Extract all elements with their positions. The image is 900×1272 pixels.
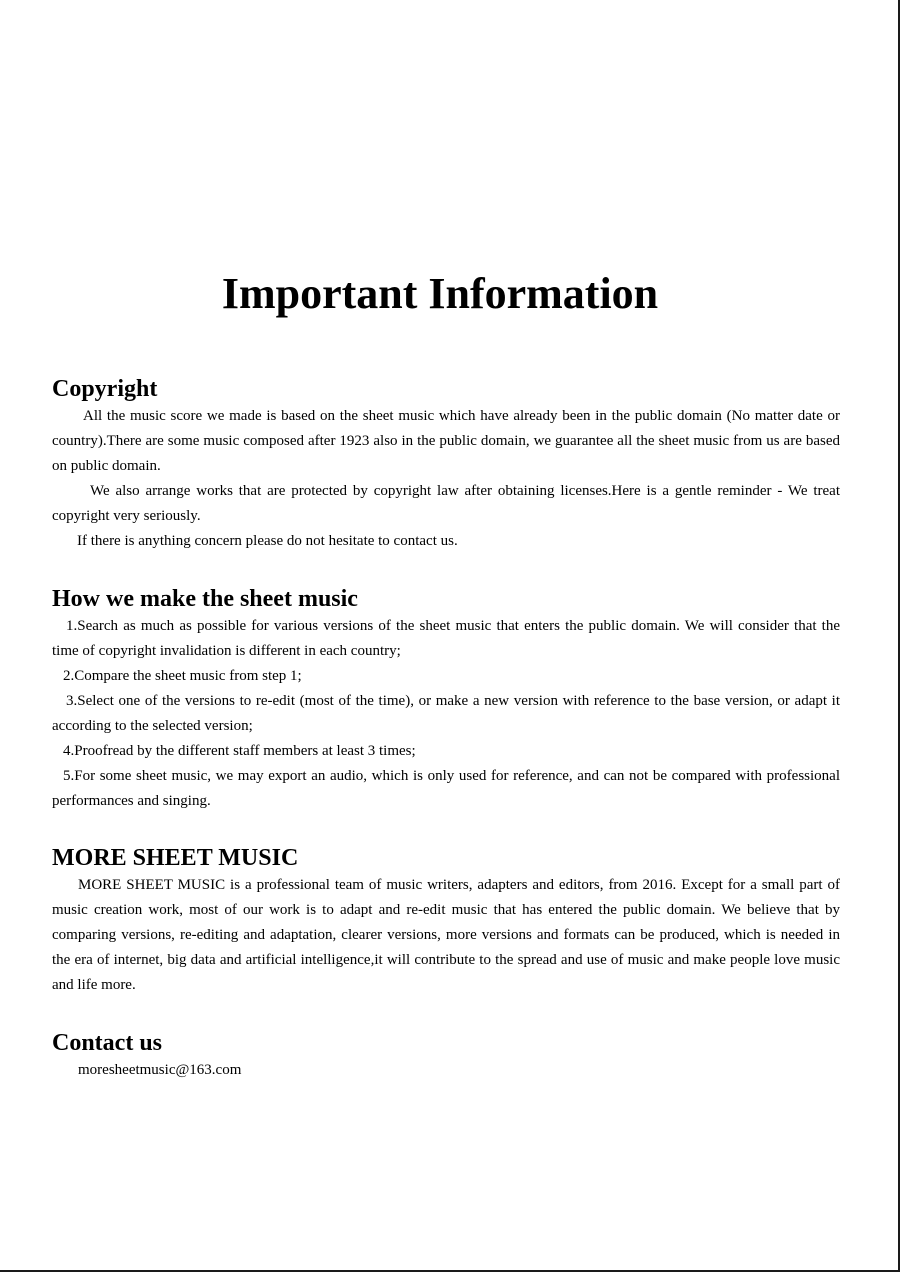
how-step-4: 4.Proofread by the different staff members at least 3 times;	[63, 743, 416, 759]
copyright-section	[52, 374, 840, 554]
how-heading: How we make the sheet music	[52, 586, 358, 612]
contact-email[interactable]: moresheetmusic@163.com	[78, 1062, 242, 1078]
how-step-1: 1.Search as much as possible for various versions of the sheet music that enters the public domain. We will consider that the time of copyright invalidation is different in each country;	[52, 618, 840, 659]
copyright-paragraph-1: All the music score we made is based on the sheet music which have already been in the public domain (No matter date or country).There are some music composed after 1923 also in the public domain, we guarantee all the sheet music from us are based on public domain.	[52, 408, 840, 474]
how-we-make-section	[52, 584, 840, 814]
contact-section	[52, 1028, 840, 1083]
more-paragraph: MORE SHEET MUSIC is a professional team of music writers, adapters and editors, from 2016. Except for a small part of music creation work, most of our work is to adapt and re-edit music that has entered the public domain. We believe that by comparing versions, re-editing and adaptation, clearer versions, more versions and formats can be produced, which is needed in the era of internet, big data and artificial intelligence,it will contribute to the spread and use of music and make people love music and life more.	[52, 877, 840, 993]
more-sheet-music-section	[52, 843, 840, 998]
how-step-3: 3.Select one of the versions to re-edit (most of the time), or make a new version with reference to the base version, or adapt it according to the selected version;	[52, 693, 840, 734]
copyright-heading: Copyright	[52, 376, 158, 402]
more-heading: MORE SHEET MUSIC	[52, 845, 299, 871]
how-step-5: 5.For some sheet music, we may export an audio, which is only used for reference, and can not be compared with professional performances and singing.	[52, 768, 840, 809]
how-step-2: 2.Compare the sheet music from step 1;	[63, 668, 302, 684]
contact-heading: Contact us	[52, 1030, 163, 1056]
page-title: Important Information	[221, 269, 659, 318]
copyright-paragraph-3: If there is anything concern please do not hesitate to contact us.	[77, 533, 458, 549]
copyright-paragraph-2: We also arrange works that are protected by copyright law after obtaining licenses.Here is a gentle reminder - We treat copyright very seriously.	[52, 483, 840, 524]
